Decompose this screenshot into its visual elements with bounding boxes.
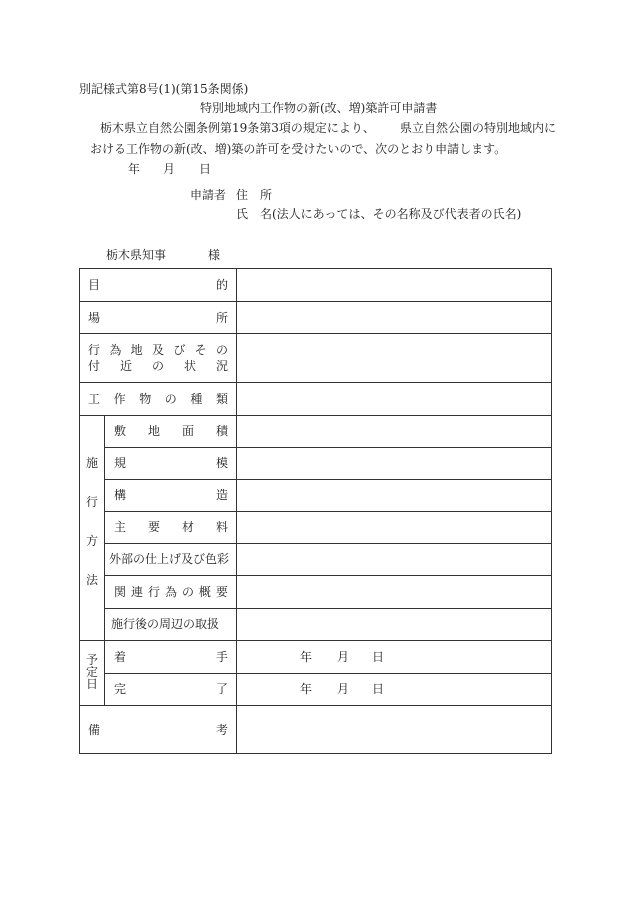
purpose-field[interactable] <box>237 270 551 301</box>
form-code: 別記様式第8号(1)(第15条関係) <box>79 82 249 96</box>
label-start-date: 着 手 <box>114 650 228 664</box>
completion-date-year: 年 <box>300 682 313 696</box>
location-field[interactable] <box>237 302 551 333</box>
body-text-line2: おける工作物の新(改、増)築の許可を受けたいので、次のとおり申請します。 <box>90 142 507 156</box>
post-construction-field[interactable] <box>237 609 551 640</box>
start-date-year: 年 <box>300 650 313 664</box>
addressee: 栃木県知事 <box>106 248 167 262</box>
label-post-construction: 施行後の周辺の取扱 <box>111 617 220 631</box>
scale-field[interactable] <box>237 448 551 479</box>
applicant-address-label: 住 所 <box>236 188 273 202</box>
related-actions-field[interactable] <box>237 576 551 608</box>
application-date-day: 日 <box>199 162 212 176</box>
label-location: 場 所 <box>88 311 228 325</box>
label-exterior-finish: 外部の仕上げ及び色彩 <box>109 552 230 566</box>
addressee-honorific: 様 <box>208 248 221 262</box>
sub-row-divider <box>104 673 551 674</box>
group-column-divider <box>104 415 105 705</box>
label-construction-method-group: 施 行 方 法 <box>85 456 98 587</box>
main-materials-field[interactable] <box>237 512 551 543</box>
site-condition-field[interactable] <box>237 334 551 382</box>
label-completion-date: 完 了 <box>114 682 228 696</box>
document-title: 特別地域内工作物の新(改、増)築許可申請書 <box>200 101 438 115</box>
construction-field[interactable] <box>237 480 551 511</box>
application-date-year: 年 <box>128 162 141 176</box>
remarks-field[interactable] <box>237 706 551 754</box>
row-divider <box>80 640 551 641</box>
structure-type-field[interactable] <box>237 383 551 415</box>
application-date-month: 月 <box>163 162 176 176</box>
body-text-line1b: 県立自然公園の特別地域内に <box>400 121 557 135</box>
completion-date-month: 月 <box>337 682 350 696</box>
label-construction: 構 造 <box>114 488 228 502</box>
applicant-name-label: 氏 名(法人にあっては、その名称及び代表者の氏名) <box>236 207 522 221</box>
label-scale: 規 模 <box>114 456 228 470</box>
label-main-materials: 主 要 材 料 <box>114 520 228 534</box>
completion-date-day: 日 <box>372 682 385 696</box>
label-related-actions: 関 連 行 為 の 概 要 <box>114 585 228 599</box>
start-date-day: 日 <box>372 650 385 664</box>
exterior-finish-field[interactable] <box>237 544 551 575</box>
application-form-table <box>79 268 552 754</box>
start-date-month: 月 <box>337 650 350 664</box>
label-site-condition: 行 為 地 及 び そ の 付 近 の 状 況 <box>88 343 228 373</box>
label-remarks: 備 考 <box>88 723 228 737</box>
label-structure-type: 工 作 物 の 種 類 <box>88 392 228 406</box>
body-text-line1a: 栃木県立自然公園条例第19条第3項の規定により、 <box>100 121 375 135</box>
site-area-field[interactable] <box>237 416 551 447</box>
label-schedule-group: 予 定 日 <box>85 653 98 691</box>
label-site-area: 敷 地 面 積 <box>114 424 228 438</box>
applicant-label: 申請者 <box>190 188 227 202</box>
label-purpose: 目 的 <box>88 278 228 292</box>
